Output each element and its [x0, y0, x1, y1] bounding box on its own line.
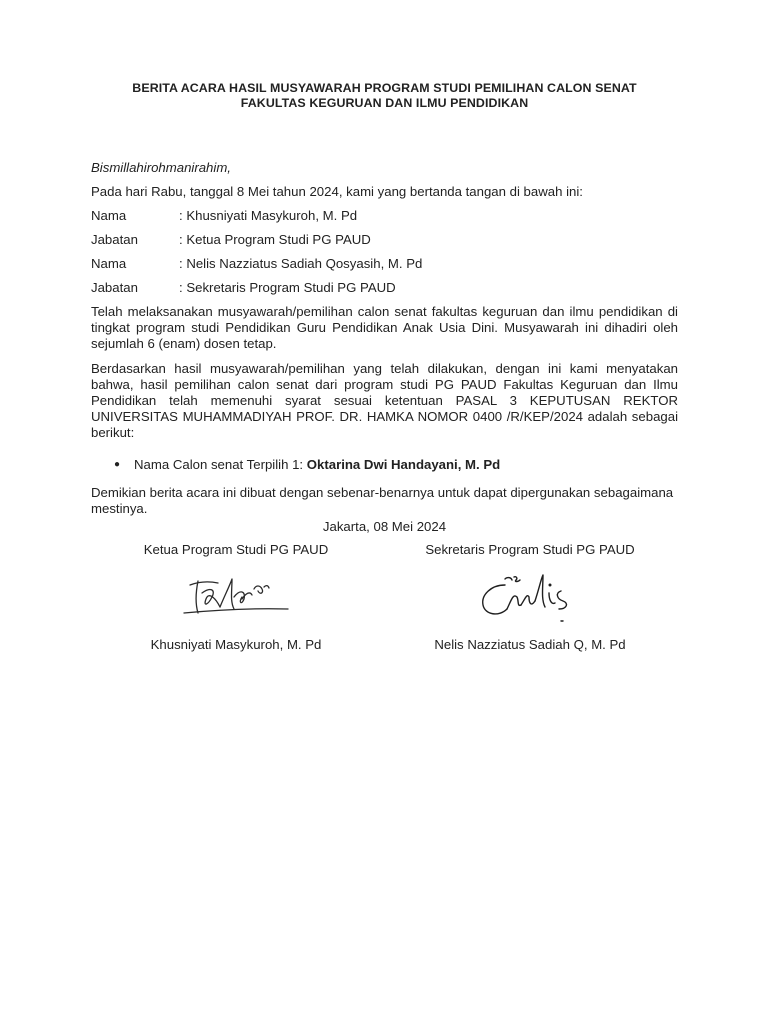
place-date: Jakarta, 08 Mei 2024	[322, 519, 447, 534]
bullet-icon: ●	[114, 459, 121, 470]
closing-text: Demikian berita acara ini dibuat dengan sebenar-benarnya untuk dapat dipergunakan sebagaimana mestinya.	[91, 485, 674, 516]
document-page	[91, 81, 678, 652]
info-label: Nama	[91, 256, 127, 271]
paragraph-implementation: Telah melaksanakan musyawarah/pemilihan calon senat fakultas keguruan dan ilmu pendidikan di tingkat program studi Pendidikan Guru Pendidikan Anak Usia Dini. Musyawarah ini dihadiri oleh sejumlah 6 (enam) dosen tetap.	[91, 304, 678, 351]
signatory-name: Khusniyati Masykuroh, M. Pd	[150, 637, 322, 652]
candidate-name: Oktarina Dwi Handayani, M. Pd	[306, 457, 501, 472]
signatory-role: Ketua Program Studi PG PAUD	[143, 542, 329, 557]
signature-block-right	[385, 542, 675, 653]
candidate-list	[91, 457, 678, 473]
candidate-label: Nama Calon senat Terpilih 1:	[134, 457, 307, 472]
title-line-1: BERITA ACARA HASIL MUSYAWARAH PROGRAM STUDI PEMILIHAN CALON SENAT	[132, 81, 637, 95]
greeting: Bismillahirohmanirahim,	[91, 160, 231, 175]
list-item	[91, 457, 678, 473]
info-value: : Nelis Nazziatus Sadiah Qosyasih, M. Pd	[179, 256, 423, 271]
signature-block-left	[91, 542, 381, 653]
info-row-position-2	[91, 280, 678, 296]
intro-text: Pada hari Rabu, tanggal 8 Mei tahun 2024, kami yang bertanda tangan di bawah ini:	[91, 184, 583, 199]
signatory-role: Sekretaris Program Studi PG PAUD	[425, 542, 635, 557]
info-value: : Khusniyati Masykuroh, M. Pd	[179, 208, 358, 223]
candidate-text	[134, 457, 500, 473]
info-value: : Sekretaris Program Studi PG PAUD	[179, 280, 396, 295]
info-label: Nama	[91, 208, 127, 223]
info-label: Jabatan	[91, 280, 138, 295]
document-title	[91, 81, 678, 111]
signatory-name: Nelis Nazziatus Sadiah Q, M. Pd	[434, 637, 626, 652]
info-row-name-2	[91, 256, 678, 272]
signature-right-image	[385, 558, 675, 632]
info-row-name-1	[91, 208, 678, 224]
handwritten-signature-icon	[176, 563, 296, 627]
signature-left-image	[91, 558, 381, 632]
info-row-position-1	[91, 232, 678, 248]
handwritten-signature-icon	[465, 563, 595, 627]
paragraph-result: Berdasarkan hasil musyawarah/pemilihan yang telah dilakukan, dengan ini kami menyatakan bahwa, hasil pemilihan calon senat dari program studi PG PAUD Fakultas Keguruan dan Ilmu Pendidikan telah memenuhi syarat sesuai ketentuan PASAL 3 KEPUTUSAN REKTOR UNIVERSITAS MUHAMMADIYAH PROF. DR. HAMKA NOMOR 0400 /R/KEP/2024 adalah sebagai berikut:	[91, 361, 678, 440]
info-label: Jabatan	[91, 232, 138, 247]
info-value: : Ketua Program Studi PG PAUD	[179, 232, 371, 247]
title-line-2: FAKULTAS KEGURUAN DAN ILMU PENDIDIKAN	[240, 96, 529, 110]
